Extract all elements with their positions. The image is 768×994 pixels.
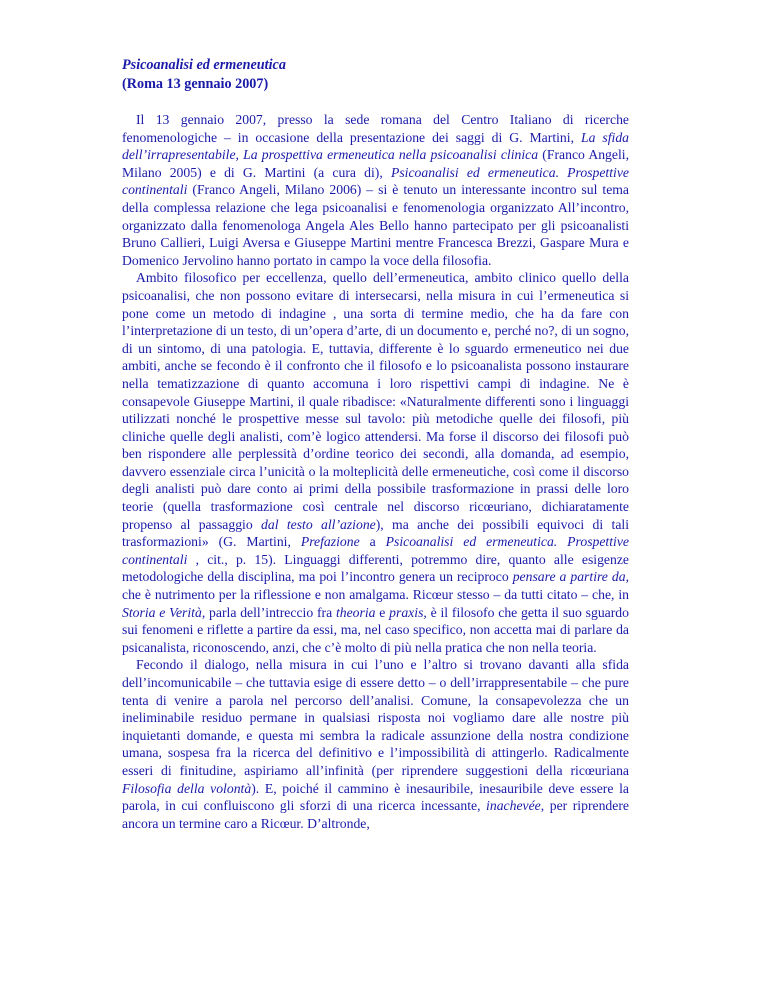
italic-text-run: La sfida dell’irrapresentabile, La prospettiva ermeneutica nella psicoanalisi clinica	[122, 129, 630, 163]
text-run: Fecondo il dialogo, nella misura in cui l’uno e l’altro si trovano davanti alla sfida dell’incomunicabile – che tuttavia esige di essere detto – o dell’irrappresentabile – che pure tenta di venire a parola nel percorso dell’analisi. Comune, la consapevolezza che un ineliminabile residuo permane in qualsiasi risposta noi vogliamo dare alle nostre più inquietanti domande, e questa mi sembra la radicale assunzione della nostra condizione umana, sospesa fra la ricerca del definitivo e l’impossibilità di attingerlo. Radicalmente esseri di finitudine, aspiriamo all’infinità (per riprendere suggestioni della ricœuriana	[122, 657, 629, 778]
italic-text-run: inachevée	[486, 798, 541, 814]
italic-text-run: Prefazione	[300, 534, 360, 550]
text-run: Ambito filosofico per eccellenza, quello dell’ermeneutica, ambito clinico quello della psicoanalisi, che non possono evitare di intersecarsi, nella misura in cui l’ermeneutica si pone come un metodo di indagine , una sorta di termine medio, che ha da fare con l’interpretazione di un testo, di un’opera d’arte, di un documento e, perché no?, di un sogno, di un sintomo, di una patologia. E, tuttavia, differente è lo sguardo ermeneutico nei due ambiti, anche se fecondo è il confronto che il filosofo e lo psicoanalista possono instaurare nella tematizzazione di quanto accomuna i loro rispettivi campi di indagine. Ne è consapevole Giuseppe Martini, il quale ribadisce: «Naturalmente differenti sono i linguaggi utilizzati nonché le prospettive messe sul tavolo: più metodiche quelle dei filosofi, più cliniche quelle degli analisti, com’è logico attendersi. Ma forse il discorso dei filosofi può ben rispondere alle perplessità d’ordine teorico dei secondi, alla domanda, ad esempio, davvero essenziale circa l’unicità o la molteplicità delle ermeneutiche, così come il discorso degli analisti può dare conto ai primi della possibile trasformazione in prassi delle loro teorie (quella trasformazione così centrale nel discorso ricœuriano, dichiaratamente propenso al passaggio	[122, 270, 629, 532]
text-run: , parla dell’intreccio fra	[201, 604, 336, 620]
italic-text-run: pensare a partire da	[512, 569, 626, 585]
paragraph	[122, 656, 629, 832]
text-run: ). E, poiché il cammino è inesauribile, inesauribile deve essere la parola, in cui confluiscono gli sforzi di una ricerca incessante,	[122, 780, 629, 814]
italic-text-run: Filosofia della volontà	[122, 780, 252, 796]
italic-text-run: Psicoanalisi ed ermeneutica. Prospettive continentali	[122, 164, 629, 198]
paragraph	[122, 111, 629, 269]
italic-text-run: dal testo all’azione	[261, 516, 376, 532]
italic-text-run: praxis	[389, 604, 424, 620]
text-run: (Franco Angeli, Milano 2006) – si è tenuto un interessante incontro sul tema della complessa relazione che lega psicoanalisi e fenomenologia organizzato All’incontro, organizzato dalla fenomenologa Angela Ales Bello hanno partecipato per gli psicoanalisti Bruno Callieri, Luigi Aversa e Giuseppe Martini mentre Francesca Brezzi, Gaspare Mura e Domenico Jervolino hanno portato in campo la voce della filosofia.	[122, 182, 629, 268]
italic-text-run: Psicoanalisi ed ermeneutica. Prospettive continentali	[122, 534, 629, 567]
article-body	[122, 111, 629, 832]
title-date: (Roma 13 gennaio 2007)	[122, 75, 269, 92]
italic-text-run: theoria	[335, 604, 376, 620]
text-run: , è il filosofo che getta il suo sguardo sui fenomeni e riflette a partire da essi, ma, nel caso specifico, non accetta mai di parlare da psicanalista, riconoscendo, anzi, che c’è molto di più nella pratica che non nella teoria.	[122, 604, 629, 655]
article-title	[122, 56, 629, 93]
text-run: , che è nutrimento per la riflessione e non amalgama. Ricœur stesso – da tutti citato – che, in	[122, 569, 630, 603]
text-run: , per riprendere ancora un termine caro a Ricœur. D’altronde,	[122, 798, 629, 831]
text-run: , cit., p. 15). Linguaggi differenti, potremmo dire, quanto alle esigenze metodologiche della disciplina, ma poi l’incontro genera un reciproco	[122, 551, 629, 585]
text-run: Il 13 gennaio 2007, presso la sede romana del Centro Italiano di ricerche fenomenologiche – in occasione della presentazione dei saggi di G. Martini,	[122, 112, 629, 145]
text-run: a	[359, 534, 386, 550]
text-run: (Franco Angeli, Milano 2005) e di G. Martini (a cura di),	[122, 147, 629, 180]
text-run: ), ma anche dei possibili equivoci di tali trasformazioni» (G. Martini,	[122, 516, 629, 550]
italic-text-run: Storia e Verità	[122, 604, 202, 620]
paragraph	[122, 269, 629, 656]
title-main: Psicoanalisi ed ermeneutica	[122, 57, 286, 73]
text-run: e	[375, 604, 390, 620]
